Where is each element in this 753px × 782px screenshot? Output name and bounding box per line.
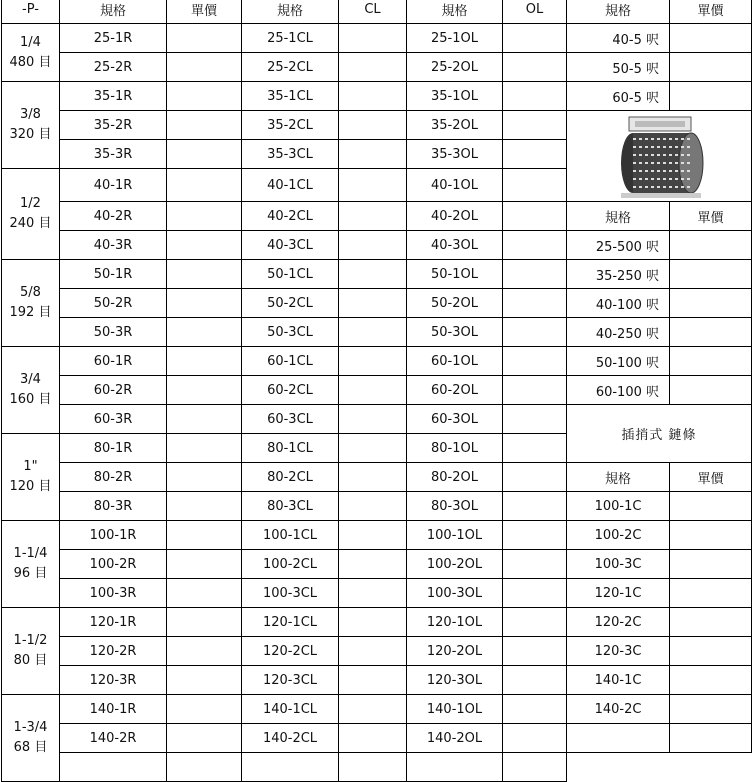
right-header-spec: 規格: [567, 202, 670, 231]
table-row: [2, 347, 752, 376]
spec-r-cell: 80-2R: [60, 463, 167, 492]
price-cell: [167, 608, 242, 637]
spec-cl-cell: 80-3CL: [242, 492, 339, 521]
chain-spool-image: [599, 111, 719, 201]
spec-r-cell: 40-2R: [60, 202, 167, 231]
right-price-cell: [670, 347, 752, 376]
connector-spec-cell: 120-1C: [567, 579, 670, 608]
chain-spec-table: [1, 0, 752, 782]
spec-ol-cell: 80-1OL: [407, 434, 503, 463]
spec-cl-cell: 120-2CL: [242, 637, 339, 666]
spec-r-cell: 50-3R: [60, 318, 167, 347]
spec-r-cell: 35-3R: [60, 140, 167, 169]
header-cl: CL: [339, 0, 407, 24]
spec-cl-cell: 40-1CL: [242, 169, 339, 202]
table-row: [2, 260, 752, 289]
spec-cl-cell: [242, 753, 339, 782]
pitch-mesh: 120 目: [9, 479, 52, 494]
ol-price-cell: [503, 376, 567, 405]
header-spec-ol: 規格: [407, 0, 503, 24]
header-ol: OL: [503, 0, 567, 24]
cl-price-cell: [339, 376, 407, 405]
right-price-cell: [670, 579, 752, 608]
spec-ol-cell: 35-1OL: [407, 82, 503, 111]
connector-spec-cell: 100-1C: [567, 492, 670, 521]
table-row: [2, 463, 752, 492]
bulk-spec-cell: 25-500 呎: [567, 231, 670, 260]
spec-r-cell: 120-3R: [60, 666, 167, 695]
right-price-cell: [670, 376, 752, 405]
spec-ol-cell: 100-1OL: [407, 521, 503, 550]
connector-spec-cell: 120-3C: [567, 637, 670, 666]
table-row: [2, 24, 752, 53]
spec-cl-cell: 120-3CL: [242, 666, 339, 695]
table-row: [2, 53, 752, 82]
ol-price-cell: [503, 521, 567, 550]
ol-price-cell: [503, 434, 567, 463]
ol-price-cell: [503, 666, 567, 695]
spec-ol-cell: 120-2OL: [407, 637, 503, 666]
price-cell: [167, 260, 242, 289]
price-cell: [167, 666, 242, 695]
cl-price-cell: [339, 637, 407, 666]
spec-ol-cell: 60-2OL: [407, 376, 503, 405]
ol-price-cell: [503, 463, 567, 492]
price-cell: [167, 376, 242, 405]
table-row: [2, 289, 752, 318]
price-cell: [167, 695, 242, 724]
ol-price-cell: [503, 405, 567, 434]
pitch-cell: [2, 608, 60, 695]
pitch-mesh: 480 目: [9, 54, 52, 70]
ol-price-cell: [503, 202, 567, 231]
pitch-cell: [2, 347, 60, 434]
cl-price-cell: [339, 111, 407, 140]
cl-price-cell: [339, 579, 407, 608]
right-price-cell: [670, 637, 752, 666]
pitch-cell: [2, 82, 60, 169]
spec-cl-cell: 40-3CL: [242, 231, 339, 260]
table-row: [2, 111, 752, 140]
cl-price-cell: [339, 434, 407, 463]
ol-price-cell: [503, 82, 567, 111]
spec-ol-cell: 40-3OL: [407, 231, 503, 260]
table-body: [2, 24, 752, 782]
spec-r-cell: 80-3R: [60, 492, 167, 521]
right-header-price: 單價: [670, 463, 752, 492]
spec-cl-cell: 140-1CL: [242, 695, 339, 724]
right-price-cell: [670, 289, 752, 318]
pitch-cell: [2, 521, 60, 608]
ol-price-cell: [503, 169, 567, 202]
spec-ol-cell: 35-3OL: [407, 140, 503, 169]
header-spec-cl: 規格: [242, 0, 339, 24]
price-cell: [167, 140, 242, 169]
price-cell: [167, 111, 242, 140]
spec-ol-cell: 25-1OL: [407, 24, 503, 53]
pitch-size: 1-1/2: [13, 633, 48, 648]
pitch-mesh: 80 目: [13, 653, 48, 668]
spec-ol-cell: 50-3OL: [407, 318, 503, 347]
table-row: [2, 579, 752, 608]
top-spec-cell: 40-5 呎: [567, 24, 670, 53]
spec-cl-cell: 50-1CL: [242, 260, 339, 289]
ol-price-cell: [503, 260, 567, 289]
cl-price-cell: [339, 260, 407, 289]
spec-ol-cell: 140-1OL: [407, 695, 503, 724]
table-row: [2, 405, 752, 434]
table-row: [2, 82, 752, 111]
price-cell: [167, 463, 242, 492]
spec-ol-cell: 60-3OL: [407, 405, 503, 434]
spec-r-cell: 40-3R: [60, 231, 167, 260]
spec-ol-cell: 80-3OL: [407, 492, 503, 521]
ol-price-cell: [503, 231, 567, 260]
spec-cl-cell: 100-2CL: [242, 550, 339, 579]
price-cell: [167, 53, 242, 82]
pitch-mesh: 240 目: [9, 216, 52, 231]
price-cell: [167, 637, 242, 666]
ol-price-cell: [503, 289, 567, 318]
spec-r-cell: 60-2R: [60, 376, 167, 405]
table-row: [2, 608, 752, 637]
right-price-cell: [670, 24, 752, 53]
spec-r-cell: 140-2R: [60, 724, 167, 753]
connector-spec-cell: 140-1C: [567, 666, 670, 695]
table-row: [2, 521, 752, 550]
bulk-spec-cell: 35-250 呎: [567, 260, 670, 289]
cl-price-cell: [339, 695, 407, 724]
pitch-size: 1/4: [20, 34, 41, 50]
pitch-cell: [2, 24, 60, 82]
ol-price-cell: [503, 550, 567, 579]
spec-r-cell: 35-1R: [60, 82, 167, 111]
right-price-cell: [670, 260, 752, 289]
spec-r-cell: 100-3R: [60, 579, 167, 608]
spec-cl-cell: 60-2CL: [242, 376, 339, 405]
pitch-size: 1-1/4: [13, 546, 48, 561]
spec-cl-cell: 140-2CL: [242, 724, 339, 753]
spec-r-cell: [60, 753, 167, 782]
connector-spec-cell: [567, 724, 670, 753]
cl-price-cell: [339, 24, 407, 53]
pitch-size: 3/4: [20, 372, 41, 387]
right-price-cell: [670, 231, 752, 260]
cl-price-cell: [339, 169, 407, 202]
pitch-mesh: 96 目: [13, 566, 48, 581]
spec-cl-cell: 80-2CL: [242, 463, 339, 492]
spec-r-cell: 120-1R: [60, 608, 167, 637]
spec-cl-cell: 35-2CL: [242, 111, 339, 140]
spec-r-cell: 50-2R: [60, 289, 167, 318]
chain-spool-image-cell: [567, 111, 752, 202]
spec-ol-cell: 120-1OL: [407, 608, 503, 637]
spec-ol-cell: 50-2OL: [407, 289, 503, 318]
price-cell: [167, 202, 242, 231]
pitch-size: 1/2: [20, 196, 41, 211]
top-spec-cell: 50-5 呎: [567, 53, 670, 82]
right-price-cell: [670, 492, 752, 521]
cl-price-cell: [339, 231, 407, 260]
right-price-cell: [670, 53, 752, 82]
pitch-cell: [2, 169, 60, 260]
spec-r-cell: 100-1R: [60, 521, 167, 550]
spec-r-cell: 40-1R: [60, 169, 167, 202]
header-price: 單價: [167, 0, 242, 24]
ol-price-cell: [503, 347, 567, 376]
spec-cl-cell: 100-3CL: [242, 579, 339, 608]
connector-spec-cell: 100-2C: [567, 521, 670, 550]
right-price-cell: [670, 82, 752, 111]
cl-price-cell: [339, 550, 407, 579]
spec-cl-cell: 50-2CL: [242, 289, 339, 318]
price-cell: [167, 231, 242, 260]
connector-spec-cell: 140-2C: [567, 695, 670, 724]
cl-price-cell: [339, 666, 407, 695]
spec-ol-cell: 120-3OL: [407, 666, 503, 695]
spec-cl-cell: 25-1CL: [242, 24, 339, 53]
header-price-right: 單價: [670, 0, 752, 24]
spec-ol-cell: 80-2OL: [407, 463, 503, 492]
price-cell: [167, 82, 242, 111]
right-price-cell: [670, 695, 752, 724]
spec-cl-cell: 35-3CL: [242, 140, 339, 169]
right-price-cell: [670, 666, 752, 695]
connector-spec-cell: 120-2C: [567, 608, 670, 637]
table-row: [2, 666, 752, 695]
right-price-cell: [670, 318, 752, 347]
pitch-mesh: 160 目: [9, 392, 52, 407]
cl-price-cell: [339, 521, 407, 550]
spec-r-cell: 120-2R: [60, 637, 167, 666]
price-cell: [167, 550, 242, 579]
spec-ol-cell: 100-2OL: [407, 550, 503, 579]
price-cell: [167, 492, 242, 521]
ol-price-cell: [503, 724, 567, 753]
spec-r-cell: 50-1R: [60, 260, 167, 289]
price-cell: [167, 405, 242, 434]
table-row: [2, 492, 752, 521]
table-row: [2, 318, 752, 347]
right-header-spec: 規格: [567, 463, 670, 492]
cl-price-cell: [339, 608, 407, 637]
spec-r-cell: 140-1R: [60, 695, 167, 724]
ol-price-cell: [503, 753, 567, 782]
spec-cl-cell: 100-1CL: [242, 521, 339, 550]
spec-cl-cell: 35-1CL: [242, 82, 339, 111]
price-cell: [167, 434, 242, 463]
cl-price-cell: [339, 202, 407, 231]
right-price-cell: [670, 521, 752, 550]
ol-price-cell: [503, 318, 567, 347]
table-row: [2, 231, 752, 260]
spec-r-cell: 35-2R: [60, 111, 167, 140]
spec-ol-cell: 100-3OL: [407, 579, 503, 608]
header-p: -P-: [2, 0, 60, 24]
spec-r-cell: 25-2R: [60, 53, 167, 82]
spec-cl-cell: 25-2CL: [242, 53, 339, 82]
ol-price-cell: [503, 53, 567, 82]
cl-price-cell: [339, 405, 407, 434]
bulk-spec-cell: 40-100 呎: [567, 289, 670, 318]
pitch-mesh: 192 目: [9, 305, 52, 320]
price-cell: [167, 24, 242, 53]
header-spec-r: 規格: [60, 0, 167, 24]
cl-price-cell: [339, 492, 407, 521]
pitch-size: 3/8: [20, 107, 41, 122]
spec-ol-cell: 50-1OL: [407, 260, 503, 289]
bulk-spec-cell: 50-100 呎: [567, 347, 670, 376]
right-header-price: 單價: [670, 202, 752, 231]
spec-r-cell: 60-1R: [60, 347, 167, 376]
cl-price-cell: [339, 140, 407, 169]
pin-chain-label: 插捎式 鏈條: [567, 405, 752, 463]
ol-price-cell: [503, 695, 567, 724]
spec-cl-cell: 80-1CL: [242, 434, 339, 463]
ol-price-cell: [503, 637, 567, 666]
price-cell: [167, 753, 242, 782]
price-cell: [167, 289, 242, 318]
spec-ol-cell: 140-2OL: [407, 724, 503, 753]
price-cell: [167, 169, 242, 202]
cl-price-cell: [339, 463, 407, 492]
cl-price-cell: [339, 82, 407, 111]
pitch-cell: [2, 260, 60, 347]
spec-r-cell: 80-1R: [60, 434, 167, 463]
spec-ol-cell: 60-1OL: [407, 347, 503, 376]
price-cell: [167, 579, 242, 608]
top-spec-cell: 60-5 呎: [567, 82, 670, 111]
price-cell: [167, 724, 242, 753]
table-row: [2, 724, 752, 753]
spec-r-cell: 25-1R: [60, 24, 167, 53]
ol-price-cell: [503, 111, 567, 140]
bulk-spec-cell: 60-100 呎: [567, 376, 670, 405]
spec-ol-cell: [407, 753, 503, 782]
pitch-mesh: 320 目: [9, 127, 52, 142]
cl-price-cell: [339, 753, 407, 782]
spec-r-cell: 100-2R: [60, 550, 167, 579]
ol-price-cell: [503, 24, 567, 53]
cl-price-cell: [339, 289, 407, 318]
ol-price-cell: [503, 579, 567, 608]
cl-price-cell: [339, 347, 407, 376]
spec-cl-cell: 50-3CL: [242, 318, 339, 347]
right-price-cell: [670, 550, 752, 579]
connector-spec-cell: 100-3C: [567, 550, 670, 579]
table-row: [2, 753, 752, 782]
spec-cl-cell: 120-1CL: [242, 608, 339, 637]
header-spec-right: 規格: [567, 0, 670, 24]
table-row: [2, 376, 752, 405]
spec-ol-cell: 25-2OL: [407, 53, 503, 82]
cl-price-cell: [339, 53, 407, 82]
spec-ol-cell: 35-2OL: [407, 111, 503, 140]
spec-ol-cell: 40-1OL: [407, 169, 503, 202]
table-row: [2, 202, 752, 231]
price-cell: [167, 318, 242, 347]
price-cell: [167, 521, 242, 550]
table-header-row: [2, 0, 752, 24]
right-price-cell: [670, 724, 752, 753]
pitch-size: 5/8: [20, 285, 41, 300]
spec-cl-cell: 60-3CL: [242, 405, 339, 434]
pitch-cell: [2, 695, 60, 782]
right-price-cell: [670, 608, 752, 637]
ol-price-cell: [503, 492, 567, 521]
ol-price-cell: [503, 608, 567, 637]
price-cell: [167, 347, 242, 376]
spec-cl-cell: 40-2CL: [242, 202, 339, 231]
table-row: [2, 695, 752, 724]
spec-cl-cell: 60-1CL: [242, 347, 339, 376]
pitch-size: 1": [23, 459, 38, 474]
pitch-mesh: 68 目: [13, 740, 48, 755]
table-row: [2, 550, 752, 579]
cl-price-cell: [339, 724, 407, 753]
cl-price-cell: [339, 318, 407, 347]
spec-r-cell: 60-3R: [60, 405, 167, 434]
spec-ol-cell: 40-2OL: [407, 202, 503, 231]
bulk-spec-cell: 40-250 呎: [567, 318, 670, 347]
pitch-size: 1-3/4: [13, 720, 48, 735]
pitch-cell: [2, 434, 60, 521]
ol-price-cell: [503, 140, 567, 169]
table-row: [2, 637, 752, 666]
